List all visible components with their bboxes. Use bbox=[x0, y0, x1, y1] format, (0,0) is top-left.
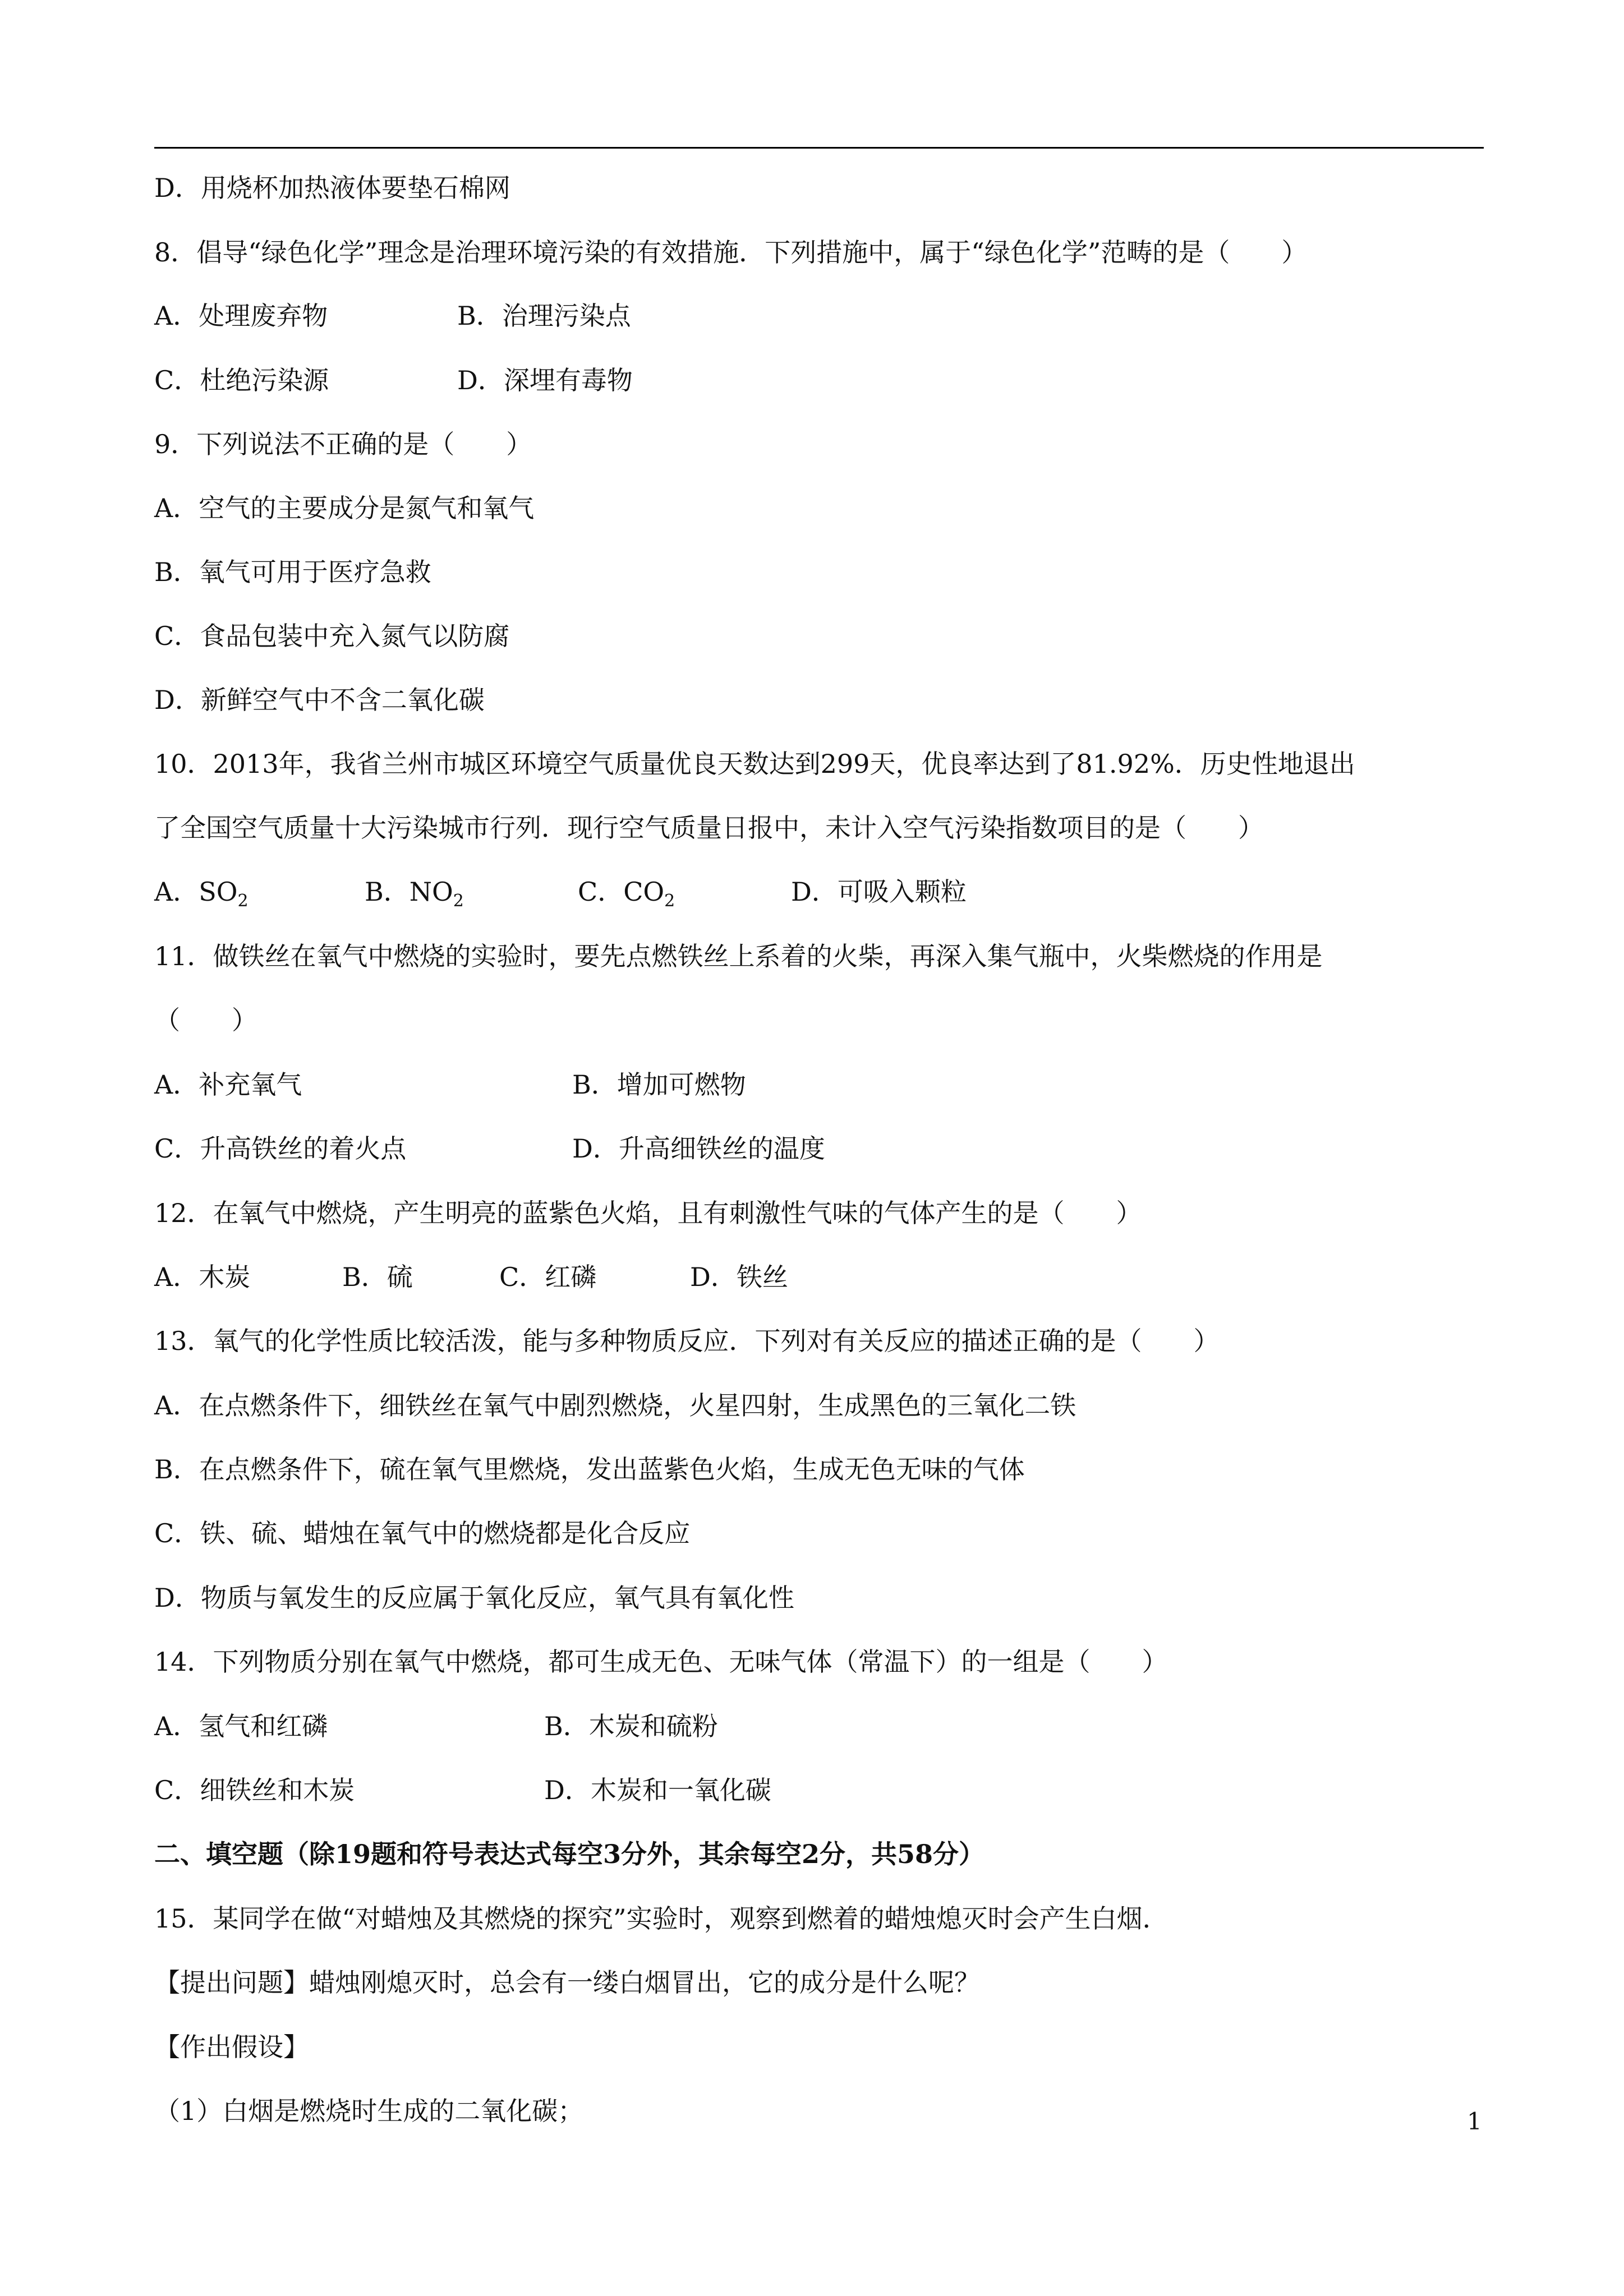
q10-stem-line1: 10．2013年，我省兰州市城区环境空气质量优良天数达到299天，优良率达到了81.92%．历史性地退出 bbox=[154, 749, 1355, 779]
q8-option-c: C．杜绝污染源 bbox=[154, 365, 329, 395]
q10-option-b: B．$NO_2$ bbox=[365, 877, 464, 911]
q15-question: 【提出问题】蜡烛刚熄灭时，总会有一缕白烟冒出，它的成分是什么呢？ bbox=[154, 1967, 980, 1998]
header-rule bbox=[154, 147, 1484, 149]
q9-option-c: C．食品包装中充入氮气以防腐 bbox=[154, 621, 510, 651]
q9-option-a: A．空气的主要成分是氮气和氧气 bbox=[154, 493, 535, 523]
q12-option-b: B．硫 bbox=[342, 1262, 413, 1292]
q11-option-d: D．升高细铁丝的温度 bbox=[572, 1133, 825, 1164]
q12-stem: 12．在氧气中燃烧，产生明亮的蓝紫色火焰，且有刺激性气味的气体产生的是（ ） bbox=[154, 1198, 1142, 1228]
q9-stem: 9．下列说法不正确的是（ ） bbox=[154, 429, 532, 459]
q8-option-d: D．深埋有毒物 bbox=[457, 365, 633, 395]
q10-option-a: A．$SO_2$ bbox=[154, 877, 249, 911]
q12-option-a: A．木炭 bbox=[154, 1262, 251, 1292]
q13-option-c: C．铁、硫、蜡烛在氧气中的燃烧都是化合反应 bbox=[154, 1518, 691, 1548]
q8-stem: 8．倡导“绿色化学”理念是治理环境污染的有效措施．下列措施中，属于“绿色化学”范畴的是（ ） bbox=[154, 237, 1308, 268]
q11-option-c: C．升高铁丝的着火点 bbox=[154, 1133, 407, 1164]
q13-stem: 13．氧气的化学性质比较活泼，能与多种物质反应．下列对有关反应的描述正确的是（ ） bbox=[154, 1326, 1220, 1356]
q10-stem-line2: 了全国空气质量十大污染城市行列．现行空气质量日报中，未计入空气污染指数项目的是（ ） bbox=[154, 813, 1264, 843]
q9-option-b: B．氧气可用于医疗急救 bbox=[154, 557, 431, 587]
q11-option-b: B．增加可燃物 bbox=[572, 1069, 746, 1100]
q14-option-d: D．木炭和一氧化碳 bbox=[544, 1775, 771, 1805]
q7-option-d: D．用烧杯加热液体要垫石棉网 bbox=[154, 173, 510, 203]
q12-option-d: D．铁丝 bbox=[690, 1262, 788, 1292]
q9-option-d: D．新鲜空气中不含二氧化碳 bbox=[154, 685, 485, 715]
q15-hypothesis-heading: 【作出假设】 bbox=[154, 2032, 309, 2062]
q14-option-a: A．氢气和红磷 bbox=[154, 1711, 328, 1741]
q12-option-c: C．红磷 bbox=[499, 1262, 597, 1292]
q11-stem-line2: （ ） bbox=[154, 1005, 257, 1035]
q10-option-d: D．可吸入颗粒 bbox=[791, 877, 967, 907]
q13-option-b: B．在点燃条件下，硫在氧气里燃烧，发出蓝紫色火焰，生成无色无味的气体 bbox=[154, 1454, 1025, 1484]
q14-option-b: B．木炭和硫粉 bbox=[544, 1711, 718, 1741]
page-number: 1 bbox=[1467, 2108, 1482, 2135]
q8-option-b: B．治理污染点 bbox=[457, 301, 631, 331]
q14-option-c: C．细铁丝和木炭 bbox=[154, 1775, 355, 1805]
q11-option-a: A．补充氧气 bbox=[154, 1069, 302, 1100]
q11-stem-line1: 11．做铁丝在氧气中燃烧的实验时，要先点燃铁丝上系着的火柴，再深入集气瓶中，火柴燃烧的作用是 bbox=[154, 941, 1323, 971]
q13-option-a: A．在点燃条件下，细铁丝在氧气中剧烈燃烧，火星四射，生成黑色的三氧化二铁 bbox=[154, 1390, 1076, 1421]
q13-option-d: D．物质与氧发生的反应属于氧化反应，氧气具有氧化性 bbox=[154, 1583, 794, 1613]
q8-option-a: A．处理废弃物 bbox=[154, 301, 328, 331]
q14-stem: 14．下列物质分别在氧气中燃烧，都可生成无色、无味气体（常温下）的一组是（ ） bbox=[154, 1647, 1168, 1677]
q15-hypothesis-1: （1）白烟是燃烧时生成的二氧化碳； bbox=[154, 2096, 584, 2126]
section-title: 二、填空题（除19题和符号表达式每空3分外，其余每空2分，共58分） bbox=[154, 1839, 985, 1869]
q15-stem: 15．某同学在做“对蜡烛及其燃烧的探究”实验时，观察到燃着的蜡烛熄灭时会产生白烟． bbox=[154, 1903, 1168, 1934]
q10-option-c: C．$CO_2$ bbox=[578, 877, 675, 911]
